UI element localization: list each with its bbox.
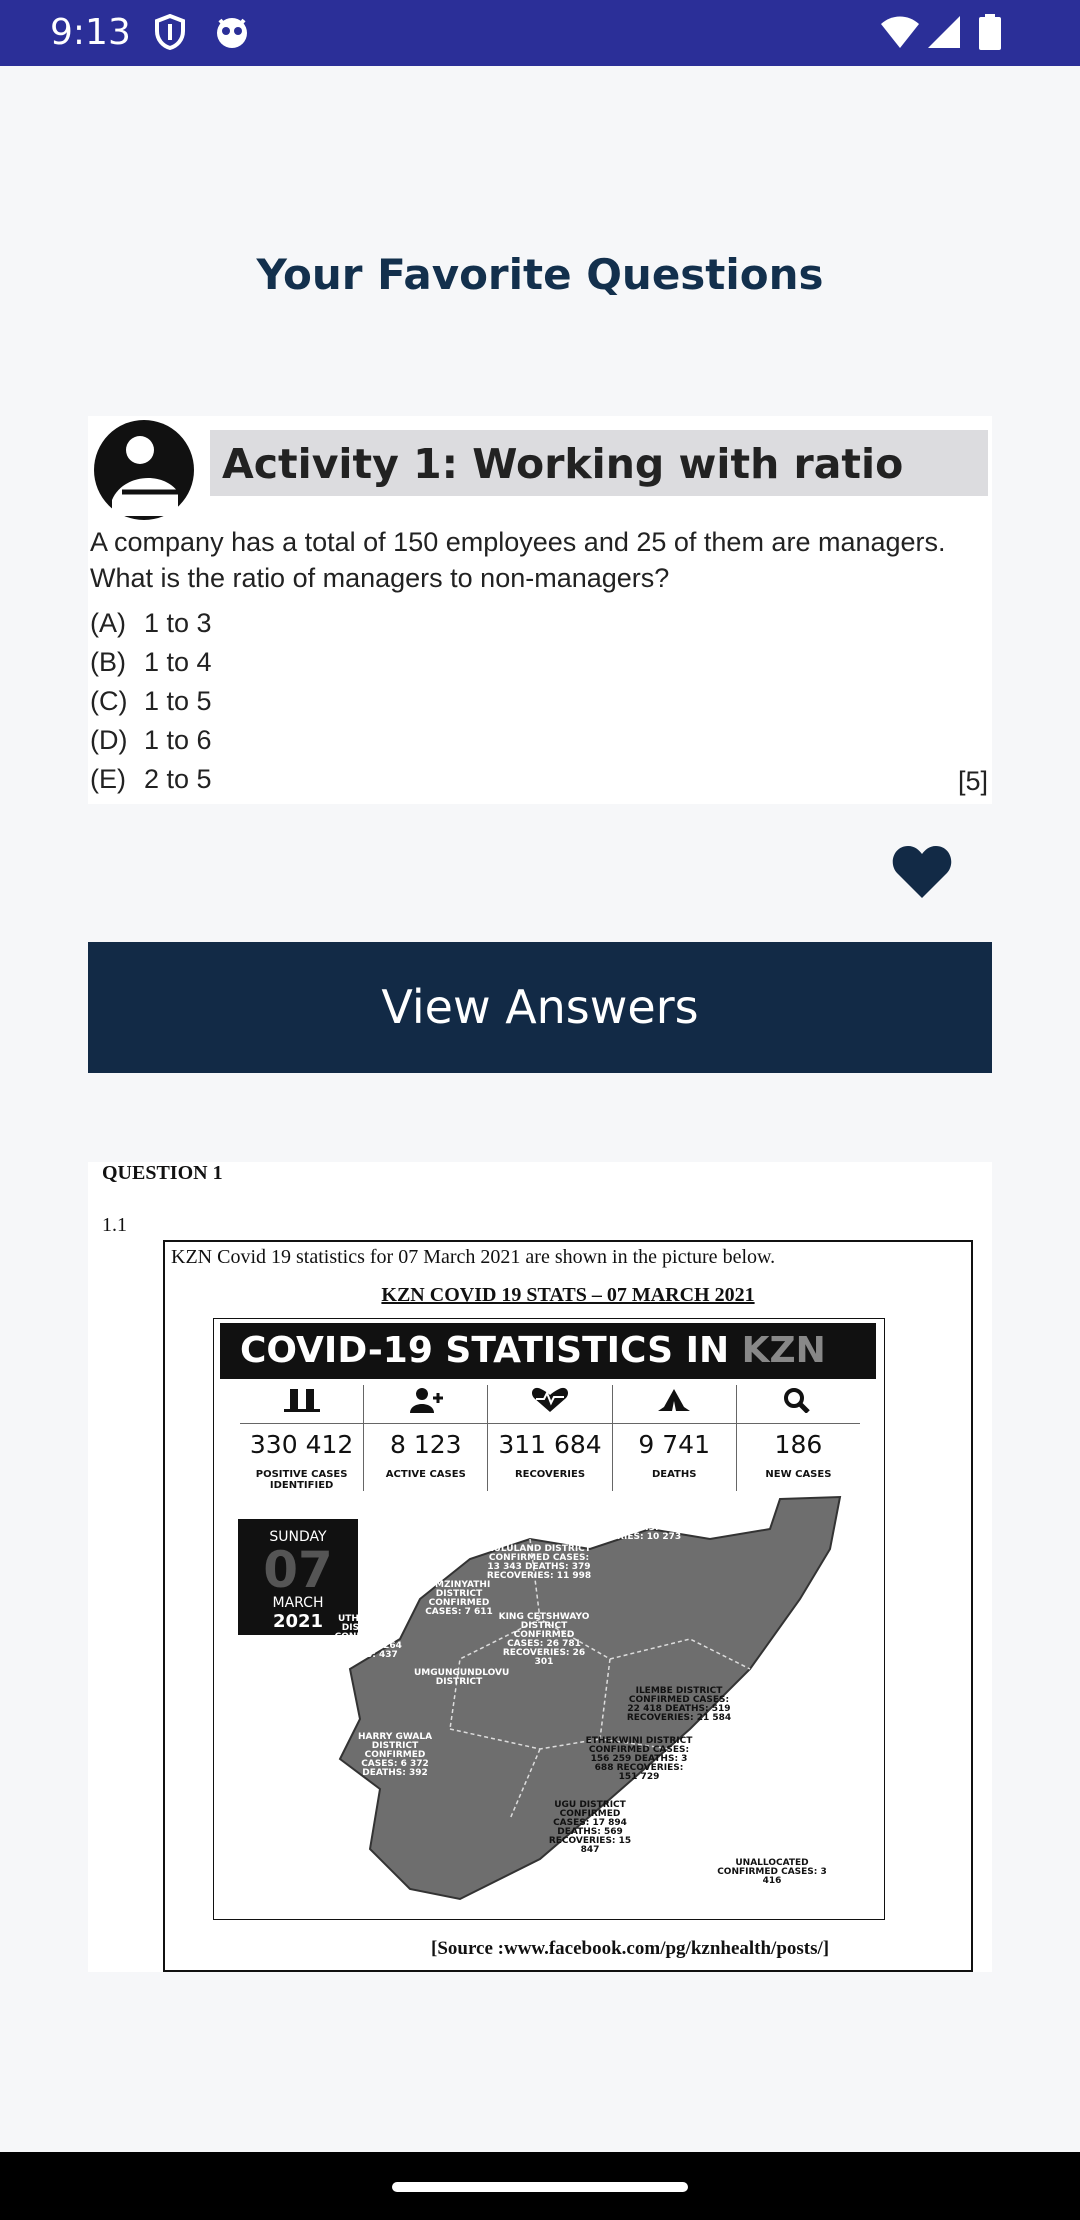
question-image-ratio	[88, 416, 992, 804]
district-amajuba: AMAJUBA DISTRICT CONFIRMED CASES: 11 880	[372, 1534, 446, 1571]
covid-banner: COVID-19 STATISTICS IN KZN	[220, 1323, 876, 1379]
stats-row	[240, 1385, 860, 1491]
status-time: 9:13	[50, 12, 131, 53]
signal-icon	[926, 14, 962, 50]
marks-label: [5]	[957, 766, 988, 796]
activity-heading: Activity 1: Working with ratio	[222, 440, 904, 488]
district-ugu: UGU DISTRICT CONFIRMED CASES: 17 894 DEATHS: 569 RECOVERIES: 15 847	[548, 1800, 632, 1855]
app-notification-icon	[214, 14, 250, 50]
covid-infographic	[213, 1318, 885, 1920]
heart-icon[interactable]	[892, 844, 952, 900]
district-umgungundlovu: UMGUNGUNDLOVU DISTRICT	[414, 1668, 510, 1687]
battery-icon	[978, 14, 1002, 50]
status-bar	[0, 0, 1080, 66]
stat-new-cases: 186 NEW CASES	[737, 1385, 860, 1491]
stat-recoveries: 311 684 RECOVERIES	[488, 1385, 612, 1491]
stat-deaths: 9 741 DEATHS	[613, 1385, 737, 1491]
option-d: (D) 1 to 6	[90, 725, 212, 755]
praying-hands-icon	[654, 1387, 694, 1413]
question-frame	[163, 1240, 973, 1972]
district-zululand: ZULULAND DISTRICT CONFIRMED CASES: 13 343 DEATHS: 379 RECOVERIES: 11 998	[486, 1544, 592, 1581]
stats-subtitle: KZN COVID 19 STATS – 07 MARCH 2021	[381, 1284, 755, 1306]
test-tube-icon	[282, 1387, 322, 1413]
navigation-bar	[0, 2152, 1080, 2220]
option-a: (A) 1 to 3	[90, 608, 212, 638]
district-ethekwini: ETHEKWINI DISTRICT CONFIRMED CASES: 156 259 DEATHS: 3 688 RECOVERIES: 151 729	[585, 1736, 693, 1782]
district-umkhanyakude: UMKHANYAKUDE DISTRICT CONFIRMED CASES: 10 737 DEATHS: 404 RECOVERIES: 10 273	[576, 1496, 682, 1542]
option-c: (C) 1 to 5	[90, 686, 212, 716]
district-king-cetshwayo: KING CETSHWAYO DISTRICT CONFIRMED CASES: 26 781 RECOVERIES: 26 301	[498, 1612, 590, 1667]
question-image-covid	[88, 1162, 992, 1972]
page-title: Your Favorite Questions	[256, 250, 824, 299]
question-text: A company has a total of 150 employees and 25 of them are managers. What is the ratio of managers to non-managers?	[90, 527, 946, 593]
district-uthukela: UTHUKELA DISTRICT CONFIRMED CASES: 12 264 DEATHS: 437	[328, 1614, 402, 1660]
district-harry-gwala: HARRY GWALA DISTRICT CONFIRMED CASES: 6 372 DEATHS: 392	[357, 1732, 433, 1778]
option-b: (B) 1 to 4	[90, 647, 212, 677]
district-unallocated: UNALLOCATED CONFIRMED CASES: 3 416	[717, 1858, 827, 1886]
date-box: SUNDAY 07 MARCH 2021	[238, 1519, 358, 1635]
shield-icon	[154, 14, 186, 50]
activity-heading-box	[210, 430, 988, 496]
district-umzinyathi: UMZINYATHI DISTRICT CONFIRMED CASES: 7 611	[425, 1580, 493, 1617]
view-answers-button[interactable]: View Answers	[88, 942, 992, 1073]
stat-active: 8 123 ACTIVE CASES	[364, 1385, 488, 1491]
stat-positive: 330 412 POSITIVE CASES IDENTIFIED	[240, 1385, 364, 1491]
home-gesture-handle[interactable]	[392, 2182, 688, 2192]
student-writing-icon	[92, 420, 196, 520]
question-heading: QUESTION 1	[102, 1162, 223, 1184]
option-e: (E) 2 to 5	[90, 764, 212, 794]
question-caption: KZN Covid 19 statistics for 07 March 2021 are shown in the picture below.	[171, 1246, 776, 1268]
district-ilembe: ILEMBE DISTRICT CONFIRMED CASES: 22 418 DEATHS: 519 RECOVERIES: 21 584	[626, 1686, 732, 1723]
add-person-icon	[406, 1387, 446, 1413]
source-citation: [Source :www.facebook.com/pg/kznhealth/posts/]	[431, 1938, 830, 1959]
heartbeat-icon	[530, 1387, 570, 1413]
wifi-icon	[880, 14, 920, 50]
magnifier-icon	[778, 1387, 818, 1413]
question-number: 1.1	[102, 1214, 127, 1236]
